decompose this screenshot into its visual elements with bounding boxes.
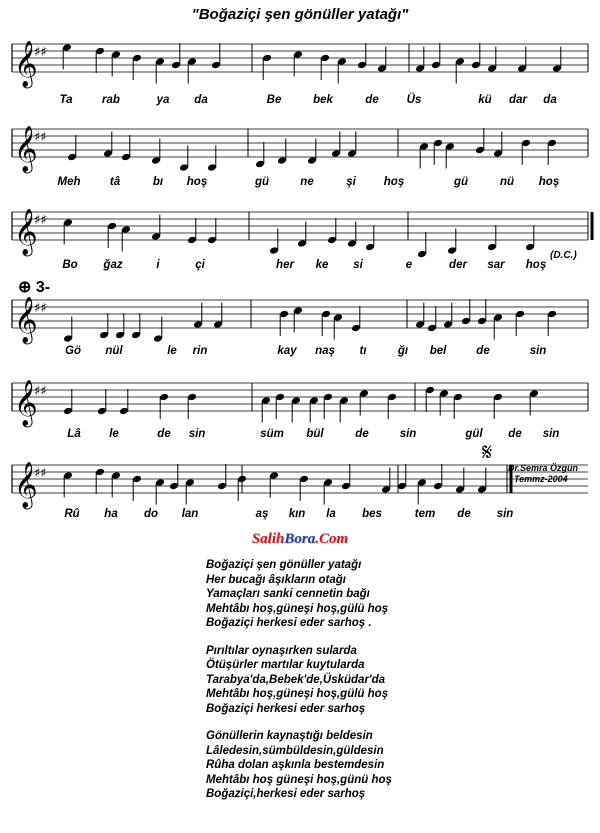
site-logo-part2: Bora: [284, 531, 316, 547]
coda-marking: [18, 277, 50, 297]
lyric-syllable: kay: [277, 345, 297, 357]
staff-notation: [12, 125, 592, 172]
treble-clef-icon: 𝄞: [14, 126, 38, 172]
lyric-syllable: le: [109, 428, 119, 440]
site-logo: [0, 531, 600, 548]
staff-notation: [12, 296, 592, 343]
lyric-syllable: do: [143, 508, 159, 520]
poem-line: Boğaziçi şen gönüller yatağı: [206, 559, 362, 571]
lyric-syllable: ya: [156, 94, 170, 106]
poem-line: Mehtâbı hoş,güneşi hoş,gülü hoş: [206, 688, 389, 700]
lyric-syllable: sin: [496, 508, 514, 520]
treble-clef-icon: 𝄞: [14, 380, 38, 426]
lyric-syllable: hoş: [525, 259, 547, 271]
staff-notation: [12, 208, 592, 255]
treble-clef-icon: 𝄞: [14, 209, 38, 255]
poem-line: Mehtâbı hoş,güneşi hoş,gülü hoş: [206, 602, 389, 615]
poem-line: Boğaziçi,herkesi eder sarhoş: [206, 788, 366, 800]
treble-clef-icon: 𝄞: [14, 41, 38, 87]
treble-clef-icon: 𝄞: [14, 297, 38, 343]
lyric-syllable: e: [405, 259, 413, 271]
lyric-syllable: ha: [104, 508, 118, 520]
treble-clef-icon: 𝄞: [14, 462, 38, 508]
lyric-syllable: sin: [399, 428, 417, 440]
lyric-syllable: gü: [453, 176, 469, 188]
lyric-syllable: nü: [499, 176, 515, 188]
lyric-syllable: tâ: [109, 176, 121, 188]
lyric-syllable: der: [449, 259, 467, 271]
staff-system-1: [12, 40, 592, 87]
lyric-syllable: şi: [346, 176, 356, 188]
author-name: Dr.Semra Özgün: [508, 463, 579, 473]
lyric-syllable: bül: [306, 428, 324, 440]
lyric-syllable: sin: [542, 428, 560, 440]
lyric-syllable: bel: [429, 345, 447, 357]
staff-system-3: [12, 208, 592, 255]
staff-system-2: [12, 125, 592, 172]
staff-notation: [12, 461, 592, 508]
lyric-syllable: la: [326, 508, 336, 520]
lyric-syllable: nül: [105, 345, 123, 357]
lyric-syllable: hoş: [186, 176, 208, 188]
key-signature-icon: ♯♯: [34, 384, 47, 399]
staff-system-4: [12, 296, 592, 343]
lyric-syllable: Bo: [62, 259, 78, 271]
poem-line: Boğaziçi herkesi eder sarhoş: [206, 702, 366, 715]
lyric-syllable: sin: [529, 345, 547, 357]
lyric-syllable: naş: [315, 345, 335, 357]
poem-line: Her bucağı âşıkların otağı: [206, 573, 346, 586]
key-signature-icon: ♯♯: [34, 45, 47, 60]
lyric-syllable: gü: [254, 176, 270, 188]
lyric-syllable: ğaz: [103, 259, 123, 271]
poem-line: Rûha dolan aşkınla bestemdesin: [206, 759, 385, 771]
segno-icon: 𝄋: [482, 438, 493, 466]
poem-line: Gönüllerin kaynaştığı beldesin: [206, 730, 373, 742]
lyric-syllable: si: [353, 259, 363, 271]
lyric-syllable: i: [156, 259, 160, 271]
coda-icon: ⊕: [18, 279, 32, 296]
lyric-syllable: aş: [255, 508, 269, 520]
poem-line: Boğaziçi herkesi eder sarhoş .: [206, 617, 372, 629]
key-signature-icon: ♯♯: [34, 301, 47, 316]
lyric-syllable: süm: [260, 428, 284, 440]
poem-line: Pırıltılar oynaşırken sularda: [206, 644, 357, 657]
lyric-syllable: hoş: [538, 176, 560, 188]
lyric-syllable: bek: [313, 94, 333, 106]
lyric-syllable: bı: [152, 176, 164, 188]
staff-system-5: [12, 379, 592, 426]
lyric-syllable: de: [157, 428, 171, 440]
staff-notation: [12, 379, 592, 426]
lyric-syllable: rin: [192, 345, 208, 357]
lyric-syllable: le: [167, 345, 177, 357]
lyric-syllable: da: [194, 94, 208, 106]
lyric-syllable: sin: [188, 428, 206, 440]
lyric-syllable: de: [365, 94, 379, 106]
lyric-syllable: çi: [195, 259, 205, 271]
poem-line: Mehtâbı hoş güneşi hoş,günü hoş: [206, 773, 392, 786]
lyric-syllable: da: [543, 94, 557, 106]
lyric-syllable: Lâ: [67, 428, 81, 440]
lyric-syllable: Ta: [59, 94, 73, 106]
lyric-syllable: tem: [414, 508, 436, 520]
lyric-syllable: Be: [266, 94, 282, 106]
lyric-syllable: sar: [487, 259, 505, 271]
lyric-syllable: de: [457, 508, 471, 520]
author-block: [508, 463, 578, 485]
poem-line: Yamaçları sanki cennetin bağı: [206, 588, 370, 600]
lyric-syllable: lan: [181, 508, 199, 520]
lyric-syllable: ke: [315, 259, 329, 271]
lyric-syllable: her: [276, 259, 294, 271]
dc-marking: (D.C.): [550, 250, 577, 261]
lyric-syllable: Gö: [65, 345, 81, 357]
key-signature-icon: ♯♯: [34, 213, 47, 228]
key-signature-icon: ♯♯: [34, 130, 47, 145]
site-logo-part3: .Com: [315, 531, 349, 547]
lyric-syllable: ğı: [397, 345, 409, 357]
lyric-syllable: rab: [102, 94, 120, 106]
lyric-syllable: bes: [362, 508, 382, 520]
composition-date: Temmz-2004: [514, 474, 568, 484]
staff-notation: [12, 40, 592, 87]
poem-line: Lâledesin,sümbüldesin,güldesin: [206, 744, 384, 757]
poem-text: [206, 558, 392, 802]
lyric-syllable: kın: [288, 508, 306, 520]
lyric-syllable: de: [508, 428, 522, 440]
lyric-syllable: de: [476, 345, 490, 357]
lyric-syllable: de: [355, 428, 369, 440]
lyric-syllable: gül: [465, 428, 483, 440]
lyric-syllable: hoş: [383, 176, 405, 188]
lyric-syllable: dar: [509, 94, 527, 106]
staff-system-6: [12, 461, 592, 508]
poem-line: Ötüşürler martılar kuytularda: [206, 659, 365, 671]
coda-label: 3-: [35, 279, 51, 296]
lyric-syllable: tı: [359, 345, 367, 357]
lyric-syllable: Meh: [57, 176, 81, 188]
lyric-syllable: ne: [300, 176, 314, 188]
lyric-syllable: kü: [478, 94, 492, 106]
key-signature-icon: ♯♯: [34, 466, 47, 481]
lyric-syllable: Üs: [406, 94, 422, 106]
site-logo-part1: Salih: [251, 531, 285, 547]
lyric-syllable: Rû: [64, 508, 80, 520]
poem-line: Tarabya'da,Bebek'de,Üsküdar'da: [206, 673, 386, 686]
song-title: "Boğaziçi şen gönüller yatağı": [191, 6, 409, 23]
